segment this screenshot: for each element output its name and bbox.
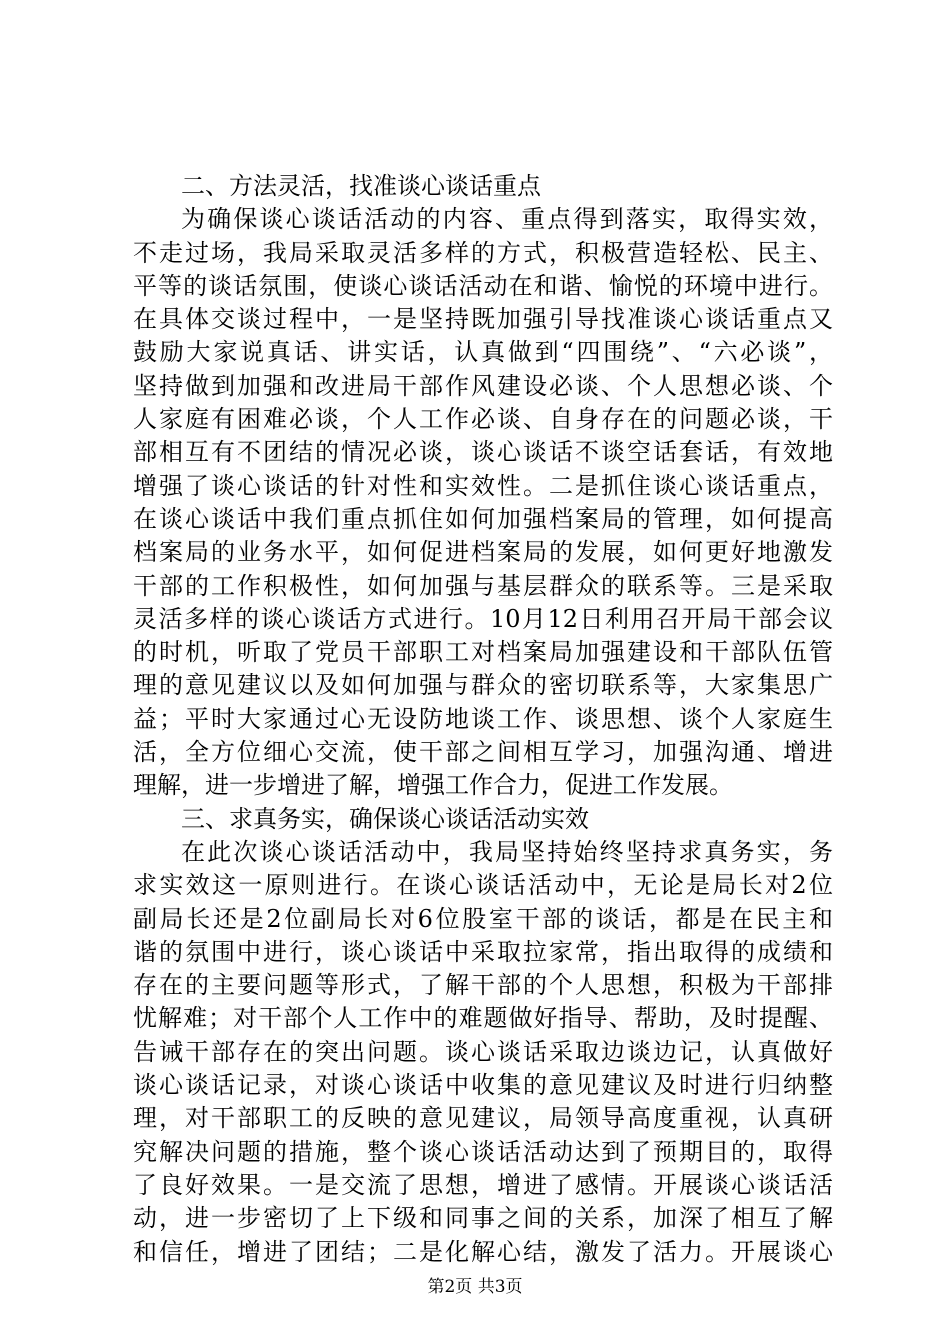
paragraph-line: 求实效这一原则进行。在谈心谈话活动中，无论是局长对2位 xyxy=(133,871,833,900)
paragraph-line: 忧解难；对干部个人工作中的难题做好指导、帮助，及时提醒、 xyxy=(133,1004,833,1033)
section-heading: 三、求真务实，确保谈心谈话活动实效 xyxy=(181,804,589,833)
paragraph-line: 不走过场，我局采取灵活多样的方式，积极营造轻松、民主、 xyxy=(133,238,833,267)
paragraph-line: 了良好效果。一是交流了思想，增进了感情。开展谈心谈话活 xyxy=(133,1170,833,1199)
paragraph-line: 谐的氛围中进行，谈心谈话中采取拉家常，指出取得的成绩和 xyxy=(133,937,833,966)
paragraph-line: 灵活多样的谈心谈话方式进行。10月12日利用召开局干部会议 xyxy=(133,604,833,633)
paragraph-line: 存在的主要问题等形式，了解干部的个人思想，积极为干部排 xyxy=(133,971,833,1000)
paragraph-line: 干部的工作积极性，如何加强与基层群众的联系等。三是采取 xyxy=(133,571,833,600)
paragraph-line: 坚持做到加强和改进局干部作风建设必谈、个人思想必谈、个 xyxy=(133,371,833,400)
paragraph-line: 动，进一步密切了上下级和同事之间的关系，加深了相互了解 xyxy=(133,1204,833,1233)
paragraph-line: 平等的谈话氛围，使谈心谈话活动在和谐、愉悦的环境中进行。 xyxy=(133,271,833,300)
paragraph-line: 究解决问题的措施，整个谈心谈话活动达到了预期目的，取得 xyxy=(133,1137,833,1166)
document-body xyxy=(133,170,833,1269)
paragraph-line: 益；平时大家通过心无设防地谈工作、谈思想、谈个人家庭生 xyxy=(133,704,833,733)
paragraph-line: 副局长还是2位副局长对6位股室干部的谈话，都是在民主和 xyxy=(133,904,833,933)
section-heading: 二、方法灵活，找准谈心谈话重点 xyxy=(181,172,541,200)
paragraph-line: 鼓励大家说真话、讲实话，认真做到“四围绕”、“六必谈”， xyxy=(133,338,833,367)
paragraph-line: 增强了谈心谈话的针对性和实效性。二是抓住谈心谈话重点， xyxy=(133,471,833,500)
page-number-footer: 第2页 共3页 xyxy=(427,1277,523,1297)
paragraph-line: 活，全方位细心交流，使干部之间相互学习，加强沟通、增进 xyxy=(133,738,833,767)
paragraph-line: 在此次谈心谈话活动中，我局坚持始终坚持求真务实，务 xyxy=(181,837,833,866)
paragraph-line: 理的意见建议以及如何加强与群众的密切联系等，大家集思广 xyxy=(133,671,833,700)
paragraph-line: 的时机，听取了党员干部职工对档案局加强建设和干部队伍管 xyxy=(133,638,833,667)
paragraph-line: 理，对干部职工的反映的意见建议，局领导高度重视，认真研 xyxy=(133,1104,833,1133)
paragraph-line: 理解，进一步增进了解，增强工作合力，促进工作发展。 xyxy=(133,771,733,800)
paragraph-line: 和信任，增进了团结；二是化解心结，激发了活力。开展谈心 xyxy=(133,1237,833,1266)
paragraph-line: 档案局的业务水平，如何促进档案局的发展，如何更好地激发 xyxy=(133,538,833,567)
paragraph-line: 部相互有不团结的情况必谈，谈心谈话不谈空话套话，有效地 xyxy=(133,438,833,467)
paragraph-line: 告诫干部存在的突出问题。谈心谈话采取边谈边记，认真做好 xyxy=(133,1037,833,1066)
paragraph-line: 谈心谈话记录，对谈心谈话中收集的意见建议及时进行归纳整 xyxy=(133,1071,833,1100)
paragraph-line: 在谈心谈话中我们重点抓住如何加强档案局的管理，如何提高 xyxy=(133,504,833,533)
paragraph-line: 为确保谈心谈话活动的内容、重点得到落实，取得实效， xyxy=(181,205,833,234)
paragraph-line: 在具体交谈过程中，一是坚持既加强引导找准谈心谈话重点又 xyxy=(133,305,833,334)
paragraph-line: 人家庭有困难必谈，个人工作必谈、自身存在的问题必谈，干 xyxy=(133,405,833,434)
